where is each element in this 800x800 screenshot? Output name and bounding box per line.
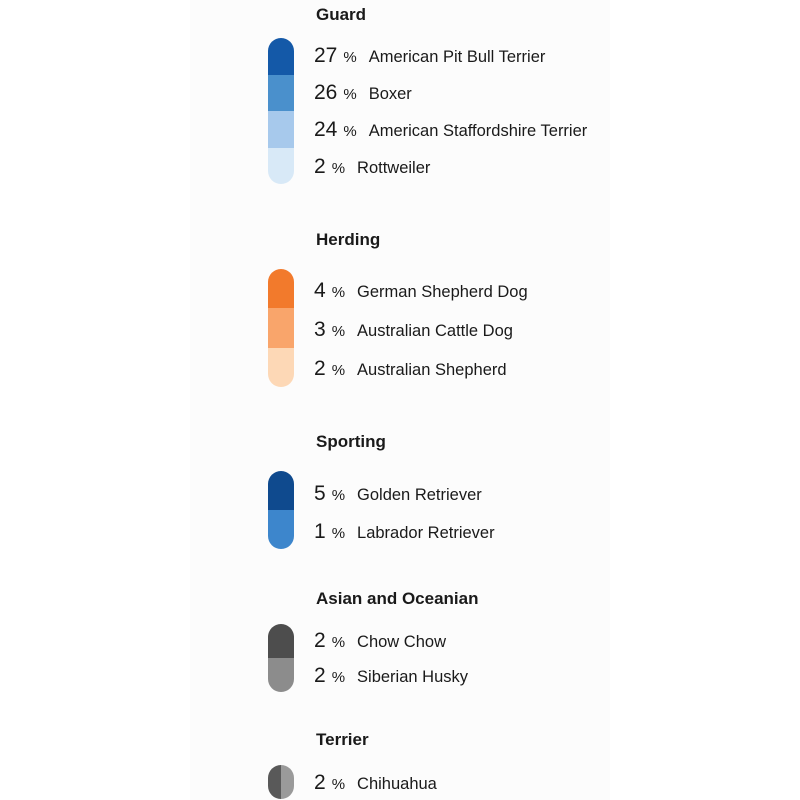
breed-row	[314, 155, 430, 179]
percent-symbol: %	[331, 634, 346, 651]
breed-row	[314, 520, 495, 544]
pill-segment	[268, 348, 294, 387]
percent-value: 2	[314, 357, 326, 380]
percent-value: 27	[314, 44, 338, 67]
group-title: Asian and Oceanian	[316, 589, 479, 608]
breed-name: Australian Cattle Dog	[357, 322, 513, 340]
terrier-color-pill	[268, 765, 294, 799]
herding-color-pill	[268, 269, 294, 387]
percent-symbol: %	[331, 669, 346, 686]
percent-value: 3	[314, 318, 326, 341]
pill-segment	[268, 75, 294, 112]
percent-value: 24	[314, 118, 338, 141]
breed-name: German Shepherd Dog	[357, 283, 528, 301]
group-title: Guard	[316, 5, 367, 24]
pill-segment	[268, 624, 294, 658]
breed-row	[314, 357, 507, 381]
sporting-color-pill	[268, 471, 294, 549]
pill-segment	[268, 308, 294, 347]
percent-symbol: %	[331, 487, 346, 504]
guard-color-pill	[268, 38, 294, 184]
breed-name: American Staffordshire Terrier	[368, 122, 588, 140]
percent-value: 2	[314, 664, 326, 687]
percent-symbol: %	[331, 160, 346, 177]
breed-name: Siberian Husky	[357, 668, 468, 686]
breed-row	[314, 771, 437, 795]
breed-name: Boxer	[368, 85, 412, 103]
group-title: Sporting	[316, 432, 386, 451]
breed-row	[314, 44, 545, 68]
breed-row	[314, 81, 412, 105]
percent-symbol: %	[331, 525, 346, 542]
percent-symbol: %	[331, 284, 346, 301]
percent-value: 26	[314, 81, 338, 104]
percent-value: 5	[314, 482, 326, 505]
percent-symbol: %	[331, 776, 346, 793]
percent-symbol: %	[343, 86, 357, 103]
group-title: Terrier	[316, 730, 369, 749]
breed-name: American Pit Bull Terrier	[368, 48, 546, 66]
breed-name: Labrador Retriever	[357, 524, 495, 542]
breed-row	[314, 629, 446, 653]
pill-segment	[268, 658, 294, 692]
breed-name: Chow Chow	[357, 633, 446, 651]
percent-value: 1	[314, 520, 326, 543]
percent-value: 2	[314, 629, 326, 652]
pill-segment	[268, 148, 294, 185]
percent-symbol: %	[331, 323, 346, 340]
breed-name: Chihuahua	[357, 775, 437, 793]
breed-row	[314, 279, 528, 303]
pill-segment	[268, 111, 294, 148]
breed-row	[314, 118, 587, 142]
pill-segment	[268, 510, 294, 549]
pill-segment	[268, 38, 294, 75]
breed-row	[314, 664, 468, 688]
asian-color-pill	[268, 624, 294, 692]
percent-value: 4	[314, 279, 326, 302]
percent-symbol: %	[331, 362, 346, 379]
percent-symbol: %	[343, 49, 357, 66]
group-title: Herding	[316, 230, 381, 249]
percent-symbol: %	[343, 123, 357, 140]
breed-name: Rottweiler	[357, 159, 431, 177]
pill-segment	[268, 269, 294, 308]
breed-row	[314, 482, 482, 506]
pill-segment	[268, 765, 281, 799]
breed-name: Australian Shepherd	[357, 361, 507, 379]
pill-segment	[268, 471, 294, 510]
breed-name: Golden Retriever	[357, 486, 482, 504]
percent-value: 2	[314, 771, 326, 794]
breed-row	[314, 318, 513, 342]
percent-value: 2	[314, 155, 326, 178]
